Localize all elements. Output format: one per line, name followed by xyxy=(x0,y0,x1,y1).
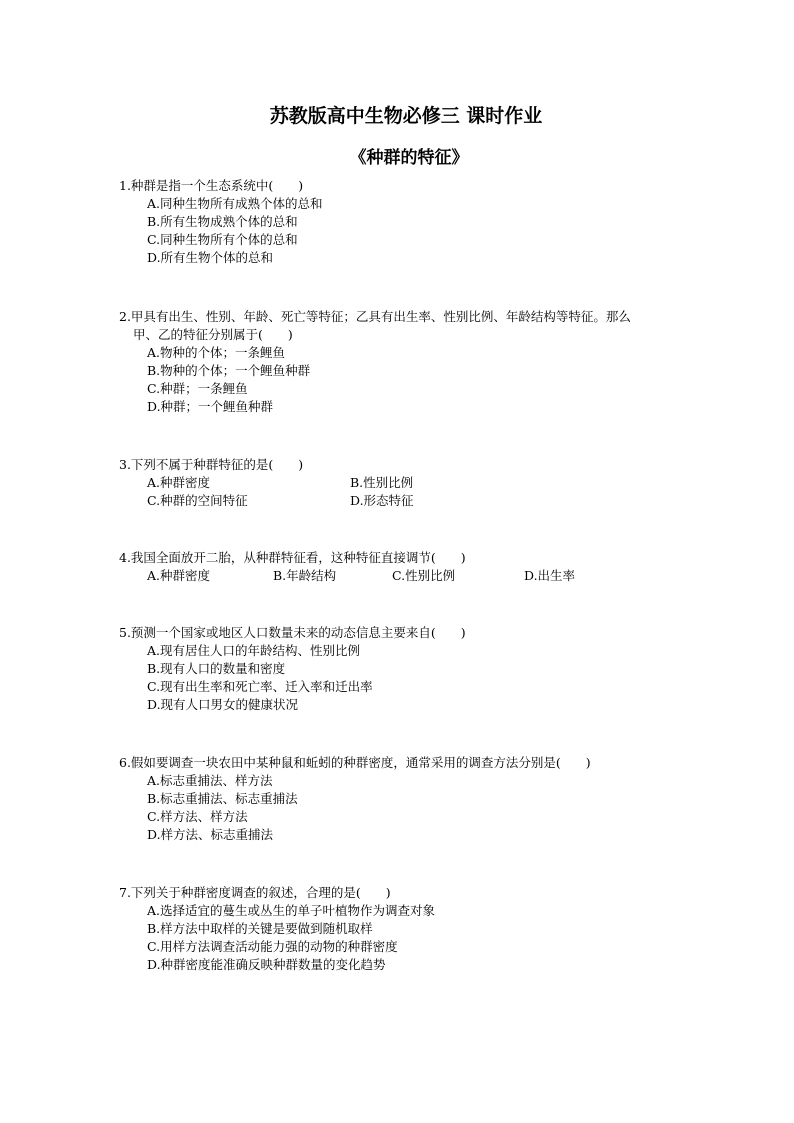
option-a: A.种群密度 xyxy=(147,568,211,583)
option-d: D.出生率 xyxy=(524,568,576,583)
question-stem: 4.我国全面放开二胎，从种群特征看，这种特征直接调节( ) xyxy=(119,550,466,565)
option-c: C.种群；一条鲤鱼 xyxy=(147,381,248,396)
option-row xyxy=(119,492,719,510)
option-d: D.现有人口男女的健康状况 xyxy=(147,697,299,712)
question-2 xyxy=(119,308,719,416)
question-3 xyxy=(119,456,719,510)
option-c: C.用样方法调查活动能力强的动物的种群密度 xyxy=(147,939,398,954)
option-b: B.样方法中取样的关键是要做到随机取样 xyxy=(147,921,373,936)
question-stem: 2.甲具有出生、性别、年龄、死亡等特征；乙具有出生率、性别比例、年龄结构等特征。那么 xyxy=(119,309,631,324)
question-stem: 6.假如要调查一块农田中某种鼠和蚯蚓的种群密度，通常采用的调查方法分别是( ) xyxy=(119,755,591,770)
question-stem: 1.种群是指一个生态系统中( ) xyxy=(119,178,304,193)
option-a: A.现有居住人口的年龄结构、性别比例 xyxy=(147,643,361,658)
option-a: A.标志重捕法、样方法 xyxy=(147,773,273,788)
option-b: B.物种的个体；一个鲤鱼种群 xyxy=(147,363,311,378)
question-5 xyxy=(119,624,719,714)
question-6 xyxy=(119,754,719,844)
option-a: A.同种生物所有成熟个体的总和 xyxy=(147,196,323,211)
question-4 xyxy=(119,549,719,585)
question-stem: 7.下列关于种群密度调查的叙述，合理的是( ) xyxy=(119,885,391,900)
option-row xyxy=(119,474,719,492)
option-b: B.所有生物成熟个体的总和 xyxy=(147,214,298,229)
option-b: B.现有人口的数量和密度 xyxy=(147,661,286,676)
option-a: A.选择适宜的蔓生或丛生的单子叶植物作为调查对象 xyxy=(147,903,436,918)
option-d: D.种群；一个鲤鱼种群 xyxy=(147,399,274,414)
option-d: D.样方法、标志重捕法 xyxy=(147,827,274,842)
option-b: B.性别比例 xyxy=(350,475,414,490)
option-b: B.年龄结构 xyxy=(273,568,337,583)
option-d: D.所有生物个体的总和 xyxy=(147,250,274,265)
option-c: C.性别比例 xyxy=(392,568,456,583)
option-a: A.种群密度 xyxy=(147,475,211,490)
option-c: C.种群的空间特征 xyxy=(147,493,248,508)
option-d: D.种群密度能准确反映种群数量的变化趋势 xyxy=(147,957,386,972)
option-c: C.现有出生率和死亡率、迁入率和迁出率 xyxy=(147,679,373,694)
option-a: A.物种的个体；一条鲤鱼 xyxy=(147,345,286,360)
option-c: C.同种生物所有个体的总和 xyxy=(147,232,298,247)
option-row xyxy=(119,567,719,585)
question-1 xyxy=(119,177,719,267)
question-stem: 5.预测一个国家或地区人口数量未来的动态信息主要来自( ) xyxy=(119,625,466,640)
document-title: 苏教版高中生物必修三 课时作业 xyxy=(269,105,543,127)
question-7 xyxy=(119,884,719,974)
question-stem-continued: 甲、乙的特征分别属于( ) xyxy=(133,327,293,342)
option-d: D.形态特征 xyxy=(350,493,414,508)
option-b: B.标志重捕法、标志重捕法 xyxy=(147,791,298,806)
question-stem: 3.下列不属于种群特征的是( ) xyxy=(119,457,304,472)
document-subtitle: 《种群的特征》 xyxy=(349,148,469,168)
option-c: C.样方法、样方法 xyxy=(147,809,248,824)
